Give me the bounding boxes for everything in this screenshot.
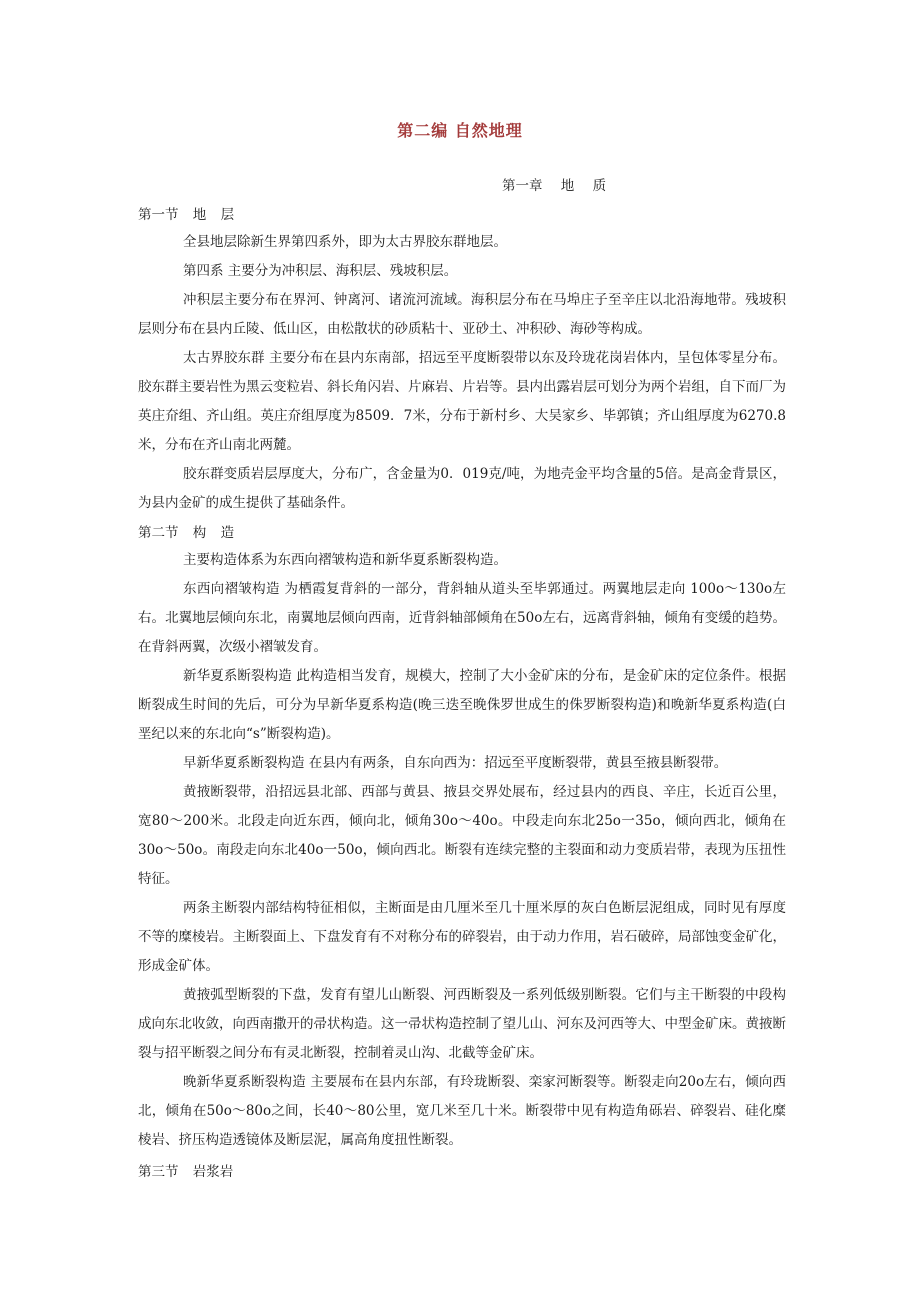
paragraph: 第四系 主要分为冲积层、海积层、残坡积层。 <box>183 263 458 279</box>
paragraph: 全县地层除新生界第四系外，即为太古界胶东群地层。 <box>183 234 507 250</box>
paragraph: 太古界胶东群 主要分布在县内东南部，招远至平度断裂带以东及玲珑花岗岩体内，呈包体零星分布。胶东群主要岩性为黑云变粒岩、斜长角闪岩、片麻岩、片岩等。县内出露岩层可划分为两个岩组，自下而厂为英庄夼组、齐山组。英庄夼组厚度为8509．7米，分布于新村乡、大吴家乡、毕郭镇；齐山组厚度为6270.8米，分布在齐山南北两麓。 <box>138 350 786 453</box>
paragraph: 冲积层主要分布在界河、钟离河、诸流河流域。海积层分布在马埠庄子至辛庄以北沿海地带。残坡积层则分布在县内丘陵、低山区，由松散状的砂质粘十、亚砂土、冲积砂、海砂等构成。 <box>138 292 786 337</box>
paragraph: 主要构造体系为东西向褶皱构造和新华夏系断裂构造。 <box>183 552 507 568</box>
paragraph: 黄掖断裂带，沿招远县北部、西部与黄县、掖县交界处展布，经过县内的西良、辛庄，长近百公里，宽80～200米。北段走向近东西，倾向北，倾角30o～40o。中段走向东北25o一35o，倾向西北，倾角在30o～50o。南段走向东北40o一50o，倾向西北。断裂有连续完整的主裂面和动力变质岩带，表现为压扭性特征。 <box>138 784 786 887</box>
chapter-title: 第一章 地 质 <box>502 178 607 194</box>
paragraph: 新华夏系断裂构造 此构造相当发育，规模大，控制了大小金矿床的分布，是金矿床的定位条件。根据断裂成生时间的先后，可分为早新华夏系构造(晚三迭至晚侏罗世成生的侏罗断裂构造)和晚新华夏系构造(白垩纪以来的东北向“s”断裂构造)。 <box>138 668 786 742</box>
paragraph: 两条主断裂内部结构特征相似，主断面是由几厘米至几十厘米厚的灰白色断层泥组成，同时见有厚度不等的糜棱岩。主断裂面上、下盘发育有不对称分布的碎裂岩，由于动力作用，岩石破碎，局部蚀变金矿化，形成金矿体。 <box>138 900 786 974</box>
paragraph: 东西向褶皱构造 为栖霞复背斜的一部分，背斜轴从道头至毕郭通过。两翼地层走向 100o～130o左右。北翼地层倾向东北，南翼地层倾向西南，近背斜轴部倾角在50o左右，远离背斜轴，倾角有变缓的趋势。在背斜两翼，次级小褶皱发育。 <box>138 581 786 655</box>
paragraph: 胶东群变质岩层厚度大，分布广，含金量为0．019克/吨，为地壳金平均含量的5倍。是高金背景区，为县内金矿的成生提供了基础条件。 <box>138 466 786 511</box>
section-heading: 第三节 岩浆岩 <box>138 1164 234 1180</box>
part-title: 第二编 自然地理 <box>397 121 523 140</box>
section-heading: 第二节 构 造 <box>138 525 235 541</box>
paragraph: 黄掖弧型断裂的下盘，发育有望儿山断裂、河西断裂及一系列低级别断裂。它们与主干断裂的中段构成向东北收敛，向西南撒开的帚状构造。这一帚状构造控制了望儿山、河东及河西等大、中型金矿床。黄掖断裂与招平断裂之间分布有灵北断裂，控制着灵山沟、北截等金矿床。 <box>138 987 786 1061</box>
paragraph: 晚新华夏系断裂构造 主要展布在县内东部，有玲珑断裂、栾家河断裂等。断裂走向20o左右，倾向西北，倾角在50o～80o之间，长40～80公里，宽几米至几十米。断裂带中见有构造角砾岩、碎裂岩、硅化糜棱岩、挤压构造透镜体及断层泥，属高角度扭性断裂。 <box>138 1074 786 1148</box>
section-heading: 第一节 地 层 <box>138 207 235 223</box>
paragraph: 早新华夏系断裂构造 在县内有两条，自东向西为：招远至平度断裂带，黄县至掖县断裂带。 <box>183 755 728 771</box>
